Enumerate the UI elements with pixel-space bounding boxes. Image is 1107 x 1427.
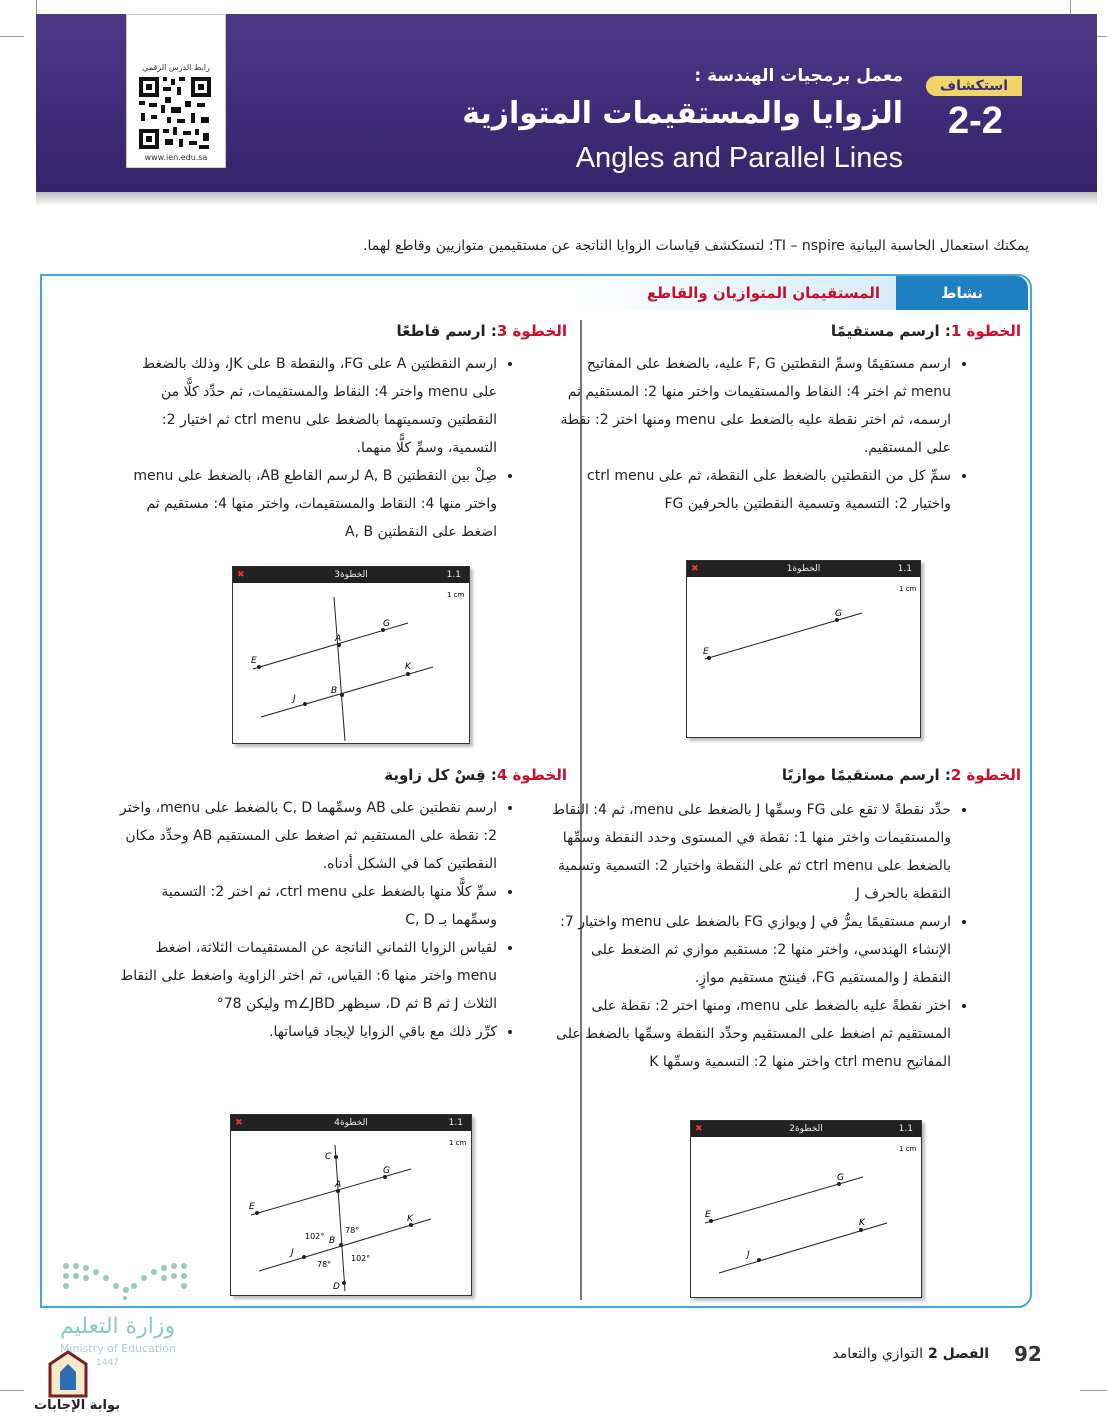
point-label-e: E: [251, 656, 257, 666]
close-icon: ✖: [691, 564, 699, 574]
page-number: 92: [1014, 1342, 1042, 1366]
crop-mark: [36, 0, 37, 14]
calculator-screen-step-1: [686, 560, 921, 738]
screen-title: الخطوة2: [789, 1124, 823, 1134]
page-ratio: 1.1: [897, 564, 912, 574]
calculator-screen-step-2: [690, 1120, 922, 1298]
activity-tab: نشاط: [896, 276, 1028, 310]
portal-logo-icon: [46, 1350, 90, 1398]
close-icon: ✖: [695, 1124, 703, 1134]
step-4-bullet-1: • ارسم نقطتين على AB وسمِّهما C, D بالضغط على menu، واختر 2: نقطة على المستقيم ثم اضغط على المستقيم AB وحدِّد مكان النقطتين كما في الشكل أدناه.: [117, 794, 497, 878]
point-label-e: E: [249, 1202, 255, 1212]
step-1-bullets: [551, 350, 967, 518]
geometry-figure-step-4: [231, 1131, 469, 1293]
scale-label: 1 cm: [447, 591, 465, 599]
close-icon: ✖: [235, 1118, 243, 1128]
point-label-a: A: [335, 634, 342, 644]
screen-title: الخطوة3: [334, 570, 368, 580]
ministry-name-english: Ministry of Education: [60, 1342, 177, 1355]
ministry-logo-icon: [60, 1260, 190, 1304]
step-2-bullet-2: • ارسم مستقيمًا يمرُّ في J ويوازي FG بالضغط على menu واختيار 7: الإنشاء الهندسي، واختر منها 2: مستقيم موازي ثم الضغط على النقطة J والمستقيم FG، فينتج مستقيم موازٍ.: [551, 908, 951, 992]
point-label-b: B: [331, 686, 338, 696]
step-2-bullet-1: • حدِّد نقطةً لا تقع على FG وسمِّها J بالضغط على menu، ثم 4: النقاط والمستقيمات واختر منها 1: نقطة في المستوى وحدد النقطة وسمِّها بالضغط على ctrl menu ثم على النقطة واختيار 2: التسمية وتسمية النقطة بالحرف J: [551, 796, 951, 908]
point-label-c: C: [325, 1152, 332, 1162]
qr-url: www.ien.edu.sa: [144, 153, 208, 162]
angle-label-3: 78°: [317, 1260, 332, 1269]
step-1-title: : ارسم مستقيمًا: [830, 322, 951, 340]
step-3-bullet-2: • صِلْ بين النقطتين A, B لرسم القاطع AB، بالضغط على menu واختر منها 4: النقاط والمستقيمات، واختر منها 4: مستقيم ثم اضغط على النقطتين A, B: [117, 462, 497, 546]
step-2-bullets: [551, 796, 967, 1076]
point-label-g: G: [383, 1166, 390, 1176]
screen-titlebar: [233, 567, 469, 583]
page-ratio: 1.1: [898, 1124, 913, 1134]
step-3-label: الخطوة 3: [496, 322, 567, 340]
qr-code-icon: [137, 75, 213, 151]
page-ratio: 1.1: [446, 570, 461, 580]
page-ratio: 1.1: [448, 1118, 463, 1128]
angle-label-1: 102°: [305, 1232, 325, 1241]
point-label-j: J: [293, 694, 296, 704]
point-label-j: J: [747, 1250, 750, 1260]
step-4-bullet-3: • لقياس الزوايا الثماني الناتجة عن المستقيمات الثلاثة، اضغط menu واختر منها 6: القياس، ثم اختر الزاوية واضغط على النقاط الثلاث J ثم B ثم D، سيظهر m∠JBD وليكن 78°: [117, 934, 497, 1018]
step-3-bullets: [117, 350, 513, 546]
point-label-b: B: [329, 1236, 336, 1246]
lesson-title-english: Angles and Parallel Lines: [575, 142, 903, 174]
point-label-e: E: [705, 1210, 711, 1220]
explore-tag: استكشاف: [926, 76, 1022, 96]
angle-label-4: 102°: [351, 1254, 371, 1263]
angle-label-2: 78°: [345, 1226, 360, 1235]
step-4-label: الخطوة 4: [496, 766, 567, 784]
chapter-number: الفصل 2: [927, 1346, 989, 1362]
chapter-title: التوازي والتعامد: [832, 1346, 924, 1362]
step-4-title: : قِسْ كل زاوية: [384, 766, 497, 784]
qr-label: رابط الدرس الرقمي: [142, 63, 210, 72]
step-3-heading: [396, 322, 567, 340]
step-3-title: : ارسم قاطعًا: [396, 322, 497, 340]
activity-title: المستقيمان المتوازيان والقاطع: [560, 276, 896, 310]
point-label-k: K: [407, 1214, 413, 1224]
step-4-heading: [384, 766, 567, 784]
crop-mark: [1080, 1390, 1107, 1391]
point-label-e: E: [703, 647, 709, 657]
ministry-year: 1447: [96, 1358, 119, 1368]
qr-code-box[interactable]: [126, 14, 226, 168]
point-label-g: G: [837, 1173, 844, 1183]
screen-titlebar: [231, 1115, 471, 1131]
point-label-g: G: [835, 609, 842, 619]
geometry-figure-step-2: [691, 1137, 919, 1295]
scale-label: 1 cm: [899, 585, 917, 593]
close-icon: ✖: [237, 570, 245, 580]
scale-label: 1 cm: [899, 1145, 917, 1153]
calculator-screen-step-3: [232, 566, 470, 744]
step-2-label: الخطوة 2: [950, 766, 1021, 784]
step-1-bullet-1: • ارسم مستقيمًا وسمِّ النقطتين F, G عليه، بالضغط على المفاتيح menu ثم اختر 4: النقاط والمستقيمات واختر منها 2: المستقيم ثم ارسمه، ثم اختر نقطة عليه بالضغط على menu ومنها اختر 2: نقطة على المستقيم.: [551, 350, 951, 462]
point-label-g: G: [383, 619, 390, 629]
point-label-d: D: [333, 1282, 340, 1292]
lesson-title-arabic: الزوايا والمستقيمات المتوازية: [462, 96, 903, 131]
screen-title: الخطوة1: [786, 564, 821, 574]
crop-mark: [0, 36, 24, 37]
point-label-a: A: [335, 1180, 342, 1190]
screen-titlebar: [687, 561, 920, 577]
point-label-j: J: [291, 1248, 294, 1258]
step-2-heading: [782, 766, 1021, 784]
lesson-subtitle: معمل برمجيات الهندسة :: [694, 66, 903, 86]
ministry-name-arabic: وزارة التعليم: [60, 1314, 176, 1339]
screen-title: الخطوة4: [334, 1118, 368, 1128]
intro-text: يمكنك استعمال الحاسبة البيانية TI – nspire؛ لتستكشف قياسات الزوايا الناتجة عن مستقيمين متوازيين وقاطع لهما.: [363, 238, 1029, 254]
chapter-label: [832, 1346, 989, 1362]
geometry-figure-step-1: [687, 577, 918, 735]
screen-titlebar: [691, 1121, 921, 1137]
step-1-label: الخطوة 1: [950, 322, 1021, 340]
step-4-bullet-4: • كرِّر ذلك مع باقي الزوايا لإيجاد قياساتها.: [117, 1018, 497, 1046]
step-4-bullet-2: • سمِّ كلًّا منها بالضغط على ctrl menu، ثم اختر 2: التسمية وسمِّهما بـ C, D: [117, 878, 497, 934]
step-1-bullet-2: • سمِّ كل من النقطتين بالضغط على النقطة، ثم على ctrl menu واختيار 2: التسمية وتسمية النقطتين بالحرفين FG: [551, 462, 951, 518]
geometry-figure-step-3: [233, 583, 467, 741]
calculator-screen-step-4: [230, 1114, 472, 1296]
step-4-bullets: [117, 794, 513, 1046]
step-2-bullet-3: • اختر نقطةً عليه بالضغط على menu، ومنها اختر 2: نقطة على المستقيم ثم اضغط على المستقيم وحدِّد النقطة وسمِّها بالضغط على المفاتيح ctrl menu واختر منها 2: التسمية وسمِّها K: [551, 992, 951, 1076]
portal-name: بوابة الإجابات: [34, 1398, 120, 1413]
step-2-title: : ارسم مستقيمًا موازيًا: [781, 766, 951, 784]
step-1-heading: [831, 322, 1021, 340]
point-label-k: K: [405, 662, 411, 672]
point-label-k: K: [859, 1218, 865, 1228]
lesson-number: 2-2: [948, 100, 1003, 142]
scale-label: 1 cm: [449, 1139, 467, 1147]
step-3-bullet-1: • ارسم النقطتين A على FG، والنقطة B على JK، وذلك بالضغط على menu واختر 4: النقاط والمستقيمات، ثم حدِّد كلًّا من النقطتين وتسميتهما بالضغط على ctrl menu ثم اختيار 2: التسمية، وسمِّ كلًّا منهما.: [117, 350, 497, 462]
crop-mark: [0, 1390, 24, 1391]
banner-shadow: [36, 192, 1097, 206]
